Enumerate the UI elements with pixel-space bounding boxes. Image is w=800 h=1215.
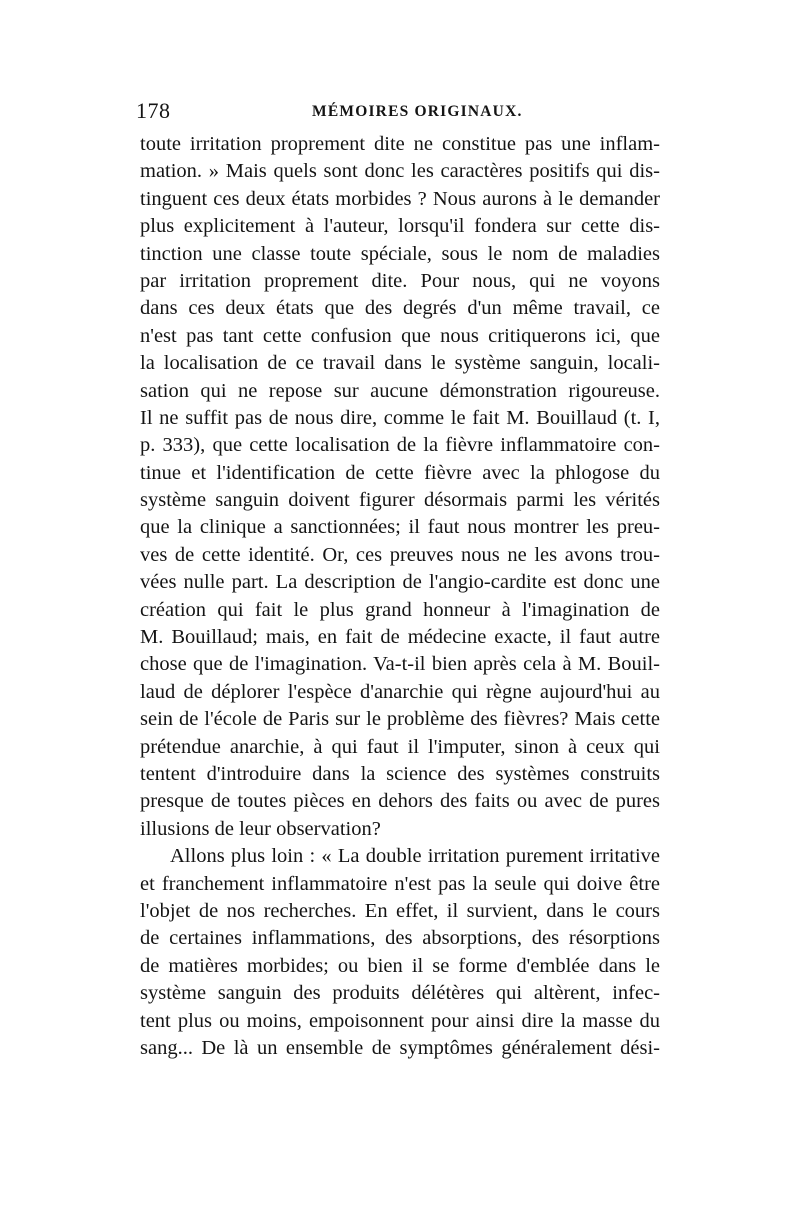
text-line: n'est pas tant cette confusion que nous critiquerons ici, que bbox=[140, 324, 660, 347]
text-line: et franchement inflammatoire n'est pas la seule qui doive être bbox=[140, 872, 660, 895]
text-line: de certaines inflammations, des absorptions, des résorptions bbox=[140, 927, 660, 950]
text-line: tinction une classe toute spéciale, sous le nom de maladies bbox=[140, 242, 660, 265]
text-line: ves de cette identité. Or, ces preuves nous ne les avons trou- bbox=[140, 543, 660, 566]
text-line: système sanguin des produits délétères qui altèrent, infec- bbox=[140, 982, 660, 1005]
paragraph-end-line: illusions de leur observation? bbox=[140, 817, 381, 840]
text-line: système sanguin doivent figurer désormais parmi les vérités bbox=[140, 489, 660, 512]
text-line: toute irritation proprement dite ne constitue pas une inflam- bbox=[140, 133, 660, 155]
text-line: création qui fait le plus grand honneur à l'imagination de bbox=[140, 598, 660, 621]
text-line: dans ces deux états que des degrés d'un même travail, ce bbox=[140, 297, 660, 320]
text-line: tentent d'introduire dans la science des systèmes construits bbox=[140, 762, 660, 785]
text-line: mation. » Mais quels sont donc les caractères positifs qui dis- bbox=[140, 160, 660, 183]
text-line: sation qui ne repose sur aucune démonstration rigoureuse. bbox=[140, 379, 660, 402]
text-line: laud de déplorer l'espèce d'anarchie qui règne aujourd'hui au bbox=[140, 680, 660, 703]
page-header bbox=[136, 96, 660, 126]
text-line: prétendue anarchie, à qui faut il l'imputer, sinon à ceux qui bbox=[140, 735, 660, 758]
text-line: la localisation de ce travail dans le système sanguin, locali- bbox=[140, 352, 660, 375]
text-line: Il ne suffit pas de nous dire, comme le fait M. Bouillaud (t. I, bbox=[140, 406, 660, 429]
text-line: l'objet de nos recherches. En effet, il survient, dans le cours bbox=[140, 899, 660, 922]
text-line: que la clinique a sanctionnées; il faut nous montrer les preu- bbox=[140, 516, 660, 539]
paragraph-start-line: Allons plus loin : « La double irritation purement irritative bbox=[170, 845, 660, 868]
text-line: tinue et l'identification de cette fièvre avec la phlogose du bbox=[140, 461, 660, 484]
text-line: de matières morbides; ou bien il se forme d'emblée dans le bbox=[140, 954, 660, 977]
text-line: vées nulle part. La description de l'angio-cardite est donc une bbox=[140, 571, 660, 594]
text-line: par irritation proprement dite. Pour nous, qui ne voyons bbox=[140, 269, 660, 292]
running-title: MÉMOIRES ORIGINAUX. bbox=[312, 103, 523, 120]
text-line: plus explicitement à l'auteur, lorsqu'il fondera sur cette dis- bbox=[140, 215, 660, 238]
body-text bbox=[140, 131, 660, 1062]
text-line: p. 333), que cette localisation de la fièvre inflammatoire con- bbox=[140, 434, 660, 457]
text-line: sein de l'école de Paris sur le problème des fièvres? Mais cette bbox=[140, 708, 660, 731]
text-line: chose que de l'imagination. Va-t-il bien après cela à M. Bouil- bbox=[140, 653, 660, 676]
text-line: sang... De là un ensemble de symptômes généralement dési- bbox=[140, 1036, 660, 1059]
text-line: M. Bouillaud; mais, en fait de médecine exacte, il faut autre bbox=[140, 626, 660, 649]
text-line: tent plus ou moins, empoisonnent pour ainsi dire la masse du bbox=[140, 1009, 660, 1032]
page-number: 178 bbox=[136, 98, 171, 123]
text-line: tinguent ces deux états morbides ? Nous aurons à le demander bbox=[140, 187, 660, 210]
text-line: presque de toutes pièces en dehors des faits ou avec de pures bbox=[140, 790, 660, 813]
